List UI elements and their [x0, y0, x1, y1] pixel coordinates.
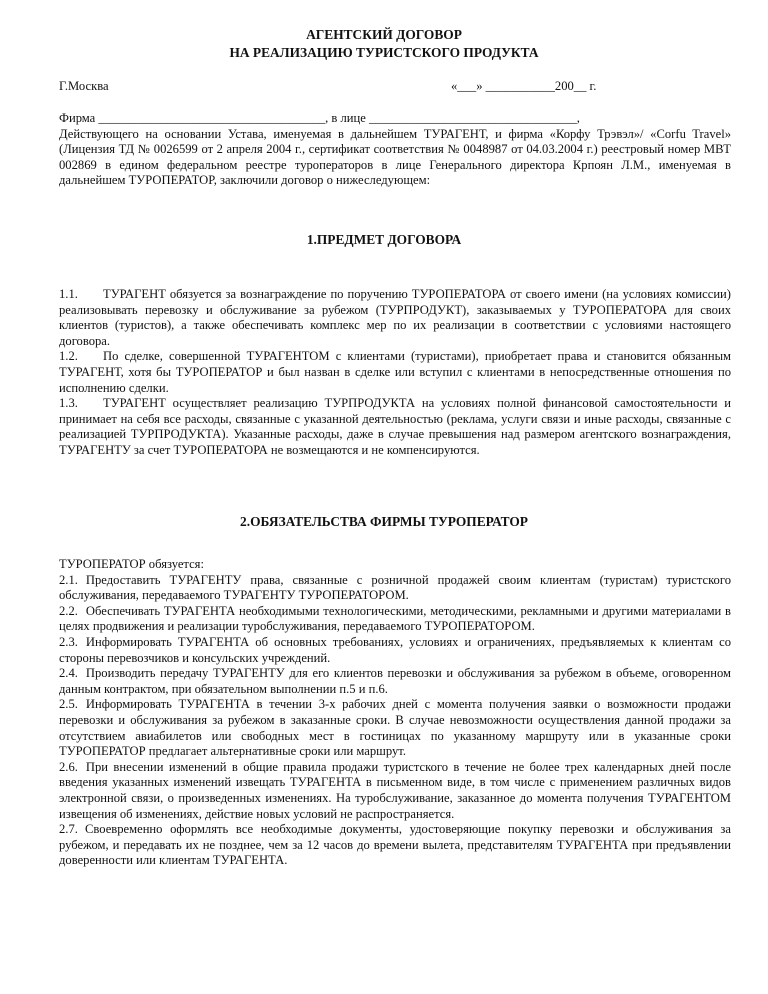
clause: [59, 666, 731, 697]
contract-date: «___» ___________200__ г.: [451, 79, 597, 93]
city: Г.Москва: [59, 79, 109, 93]
clause-number: 2.1.: [59, 572, 78, 587]
section-1-title: 1.ПРЕДМЕТ ДОГОВОРА: [306, 232, 462, 247]
clause-number: 1.3.: [59, 396, 78, 411]
clause-number: 2.3.: [59, 634, 78, 649]
clause-text: Предоставить ТУРАГЕНТУ права, связанные с розничной продажей своим клиентам (туристам) туристского обслуживания, передаваемого ТУРАГЕНТУ ТУРОПЕРАТОРОМ.: [59, 572, 731, 603]
preamble-parties-line: Фирма ____________________________________, в лице _________________________________,: [59, 111, 580, 125]
preamble-text: Действующего на основании Устава, именуемая в дальнейшем ТУРАГЕНТ, и фирма «Корфу Трэвэл»/ «Corfu Travel» (Лицензия ТД № 0026599 от 2 апреля 2004 г., сертификат соответствия № 0048987 от 04.03.2004 г.) реестровый номер МВТ 002869 в едином федеральном реестре туроператоров в лице Генерального директора Крпоян Л.М., именуемая в дальнейшем ТУРОПЕРАТОР, заключили договор о нижеследующем:: [59, 126, 731, 188]
clause: [59, 760, 731, 822]
section-2-body: [59, 557, 731, 869]
clause-text: ТУРАГЕНТ осуществляет реализацию ТУРПРОДУКТА на условиях полной финансовой самостоятельности и принимает на себя все расходы, связанные с указанной деятельностью (реклама, услуги связи и иные расходы, связанные с реализацией ТУРПРОДУКТА). Указанные расходы, даже в случае превышения над размером агентского вознаграждения, ТУРАГЕНТУ за счет ТУРОПЕРАТОРА не возмещаются и не компенсируются.: [59, 396, 731, 457]
clause-text: Своевременно оформлять все необходимые документы, удостоверяющие покупку перевозки и обслуживания за рубежом, и передавать их не позднее, чем за 12 часов до времени вылета, представителям ТУРАГЕНТА при предъявлении доверенности или клиентам ТУРАГЕНТА.: [59, 822, 731, 868]
clause: [59, 396, 731, 458]
clause-number: 2.2.: [59, 603, 78, 618]
clause: [59, 349, 731, 396]
clause: [59, 697, 731, 759]
clause-number: 2.7.: [59, 822, 78, 837]
clause-text: ТУРАГЕНТ обязуется за вознаграждение по поручению ТУРОПЕРАТОРА от своего имени (на условиях комиссии) реализовывать перевозку и обслуживание за рубежом (ТУРПРОДУКТ), заказываемых у ТУРОПЕРАТОРА для своих клиентов (туристов), а также обеспечивать комплекс мер по их реализации в соответствии с условиями настоящего договора.: [59, 287, 731, 348]
clause-text: Обеспечивать ТУРАГЕНТА необходимыми технологическими, методическими, рекламными и другими материалами в целях продвижения и реализации туробслуживания, передаваемого ТУРОПЕРАТОРОМ.: [59, 603, 731, 634]
section-1-body: [59, 287, 731, 459]
clause-number: 2.4.: [59, 666, 78, 681]
clause-number: 1.1.: [59, 287, 78, 301]
clause-text: Информировать ТУРАГЕНТА об основных требованиях, условиях и ограничениях, предъявляемых к клиентам со стороны перевозчиков и консульских учреждений.: [59, 634, 731, 665]
clause: [59, 822, 731, 869]
document-subtitle: НА РЕАЛИЗАЦИЮ ТУРИСТСКОГО ПРОДУКТА: [229, 45, 539, 60]
section-2-intro: ТУРОПЕРАТОР обязуется:: [59, 557, 204, 571]
clause-number: 2.6.: [59, 759, 78, 774]
clause-text: По сделке, совершенной ТУРАГЕНТОМ с клиентами (туристами), приобретает права и становится обязанным ТУРАГЕНТ, хотя бы ТУРОПЕРАТОР и был назван в сделке или вступил с клиентами в непосредственные отношения по исполнению сделки.: [59, 349, 731, 395]
clause-text: При внесении изменений в общие правила продажи туристского в течение не более трех календарных дней после введения указанных изменений извещать ТУРАГЕНТА в письменном виде, в том числе с применением различных видов электронной связи, о произведенных изменениях. На туробслуживание, заказанное до момента получения ТУРАГЕНТОМ извещения об изменениях, действие новых условий не распространяется.: [59, 759, 731, 821]
document-title: АГЕНТСКИЙ ДОГОВОР: [306, 27, 462, 42]
clause-number: 2.5.: [59, 697, 78, 712]
clause: [59, 635, 731, 666]
clause-number: 1.2.: [59, 349, 78, 364]
preamble: [59, 111, 731, 189]
clause-text: Производить передачу ТУРАГЕНТУ для его клиентов перевозки и обслуживания за рубежом в объеме, оговоренном данным контрактом, при обязательном выполнении п.5 и п.6.: [59, 666, 731, 696]
clause: [59, 287, 731, 349]
clause-text: Информировать ТУРАГЕНТА в течении 3-х рабочих дней с момента получения заявки о возможности продажи перевозки и обслуживания за рубежом в заказанные сроки. В случае невозможности осуществления данной продажи за отсутствием авиабилетов или свободных мест в гостиницах по указанному маршруту или в указанные сроки ТУРОПЕРАТОР предлагает альтернативные сроки или маршрут.: [59, 697, 731, 759]
clause: [59, 573, 731, 604]
section-2-title: 2.ОБЯЗАТЕЛЬСТВА ФИРМЫ ТУРОПЕРАТОР: [240, 514, 528, 529]
clause: [59, 604, 731, 635]
